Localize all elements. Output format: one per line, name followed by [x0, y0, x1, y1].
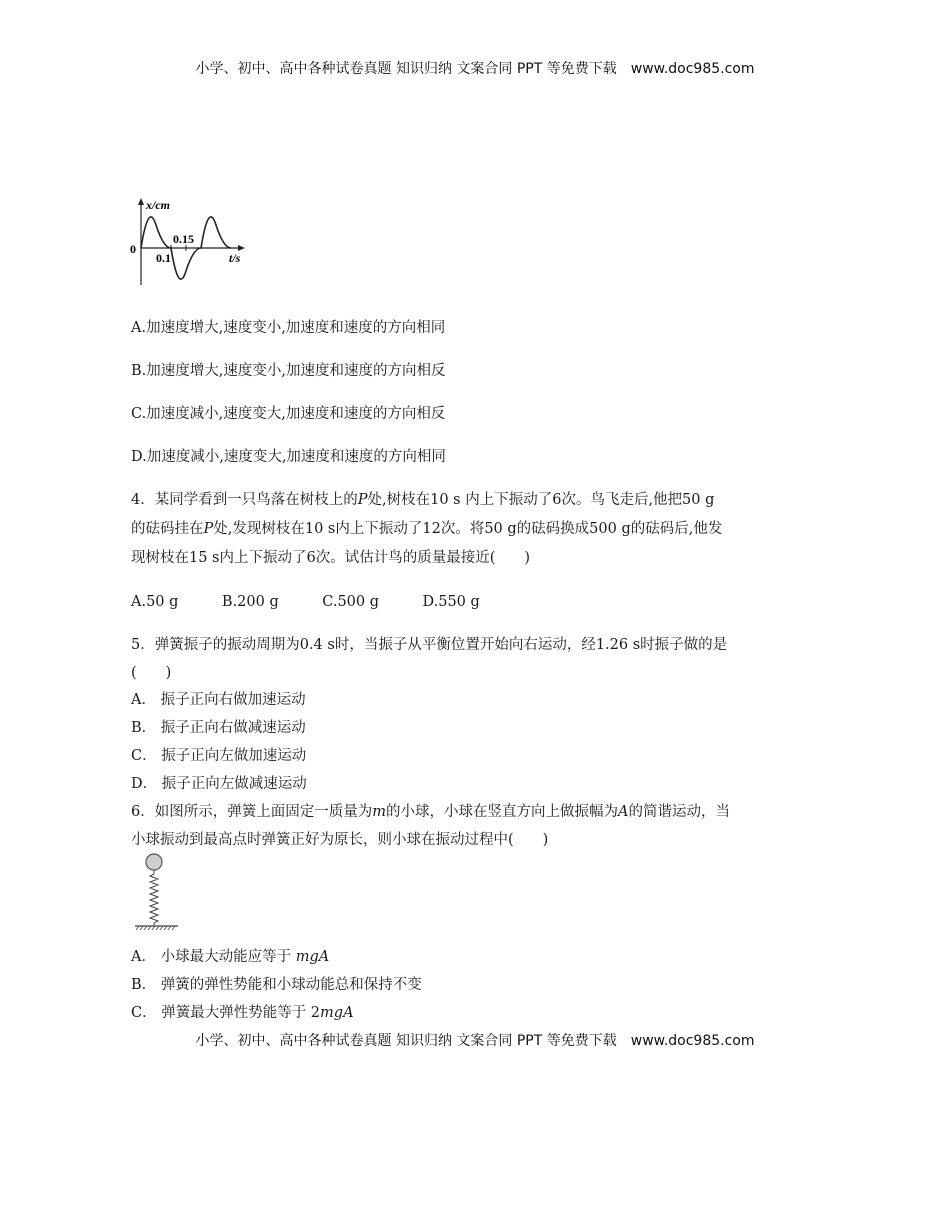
- footer-text: 小学、初中、高中各种试卷真题 知识归纳 文案合同 PPT 等免费下载: [195, 1033, 617, 1049]
- q4-line-1: [131, 488, 714, 509]
- y-axis-label: x/cm: [146, 198, 170, 212]
- q5-option-b: B． 振子正向右做减速运动: [131, 720, 306, 736]
- q3-option-a: A.加速度增大,速度变小,加速度和速度的方向相同: [131, 320, 446, 336]
- q6-line-2: 小球振动到最高点时弹簧正好为原长，则小球在振动过程中( ): [131, 832, 549, 848]
- q5-option-a: A． 振子正向右做加速运动: [131, 692, 306, 708]
- q4-var-p-2: P: [203, 521, 214, 537]
- q6-option-b: B． 弹簧的弹性势能和小球动能总和保持不变: [131, 977, 422, 993]
- x-axis-label: t/s: [229, 251, 241, 265]
- q4-line-1a: 4．某同学看到一只鸟落在树枝上的: [131, 492, 358, 508]
- q5-line-2: ( ): [131, 665, 172, 681]
- q6-line-1a: 6．如图所示，弹簧上面固定一质量为: [131, 804, 373, 820]
- tick-label-0.15: 0.15: [173, 232, 194, 246]
- q5-line-1: 5．弹簧振子的振动周期为0.4 s时，当振子从平衡位置开始向右运动，经1.26 s时振子做的是: [131, 637, 728, 653]
- q4-var-p: P: [357, 492, 368, 508]
- origin-label: 0: [130, 242, 136, 256]
- q6-line-1: [131, 800, 730, 821]
- q4-line-2b: 处,发现树枝在10 s内上下振动了12次。将50 g的砝码换成500 g的砝码后,他发: [213, 521, 723, 537]
- q3-option-d: D.加速度减小,速度变大,加速度和速度的方向相同: [131, 449, 446, 465]
- q5-option-d: D． 振子正向左做减速运动: [131, 776, 307, 792]
- q6-option-c: [131, 1001, 354, 1022]
- q5-option-c: C． 振子正向左做加速运动: [131, 748, 307, 764]
- q4-line-2: [131, 517, 722, 538]
- q4-line-2a: 的砝码挂在: [131, 521, 204, 537]
- ball: [146, 854, 162, 870]
- spring-ball-figure: [132, 850, 182, 935]
- page-header: [0, 58, 950, 78]
- q6-option-a-text: A． 小球最大动能应等于: [131, 949, 296, 965]
- q6-var-a: A: [617, 804, 629, 820]
- q6-option-a-var: mgA: [295, 949, 330, 965]
- spring-coil: [150, 874, 158, 926]
- q3-option-b: B.加速度增大,速度变小,加速度和速度的方向相反: [131, 363, 446, 379]
- header-text: 小学、初中、高中各种试卷真题 知识归纳 文案合同 PPT 等免费下载: [195, 61, 617, 77]
- y-axis-arrow: [138, 198, 144, 205]
- q6-line-1c: 的简谐运动，当: [628, 804, 730, 820]
- q6-option-a: [131, 945, 329, 966]
- tick-label-0.1: 0.1: [156, 251, 171, 265]
- q6-option-c-var: mgA: [320, 1005, 354, 1021]
- header-url[interactable]: www.doc985.com: [630, 61, 755, 77]
- q6-option-c-text: C． 弹簧最大弹性势能等于 2: [131, 1005, 321, 1021]
- q4-options: A.50 g B.200 g C.500 g D.550 g: [131, 594, 480, 610]
- q6-var-m: m: [372, 804, 386, 820]
- q3-option-c: C.加速度减小,速度变大,加速度和速度的方向相反: [131, 406, 446, 422]
- q4-line-1b: 处,树枝在10 s 内上下振动了6次。鸟飞走后,他把50 g: [367, 492, 715, 508]
- displacement-time-graph: [125, 195, 260, 290]
- q6-line-1b: 的小球，小球在竖直方向上做振幅为: [385, 804, 618, 820]
- q4-line-3: 现树枝在15 s内上下振动了6次。试估计鸟的质量最接近( ): [131, 550, 531, 566]
- footer-url[interactable]: www.doc985.com: [630, 1033, 755, 1049]
- page-footer: [0, 1030, 950, 1050]
